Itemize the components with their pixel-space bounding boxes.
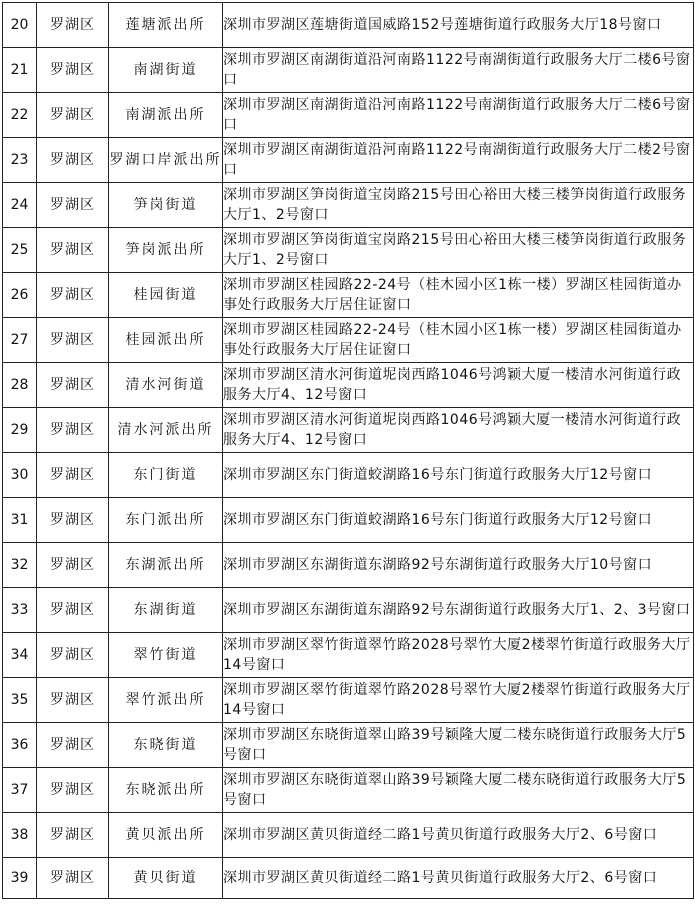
- address-cell: 深圳市罗湖区东门街道蛟湖路16号东门街道行政服务大厅12号窗口: [223, 453, 694, 498]
- district-cell: 罗湖区: [37, 3, 109, 48]
- unit-cell: 东门派出所: [109, 498, 223, 543]
- district-cell: 罗湖区: [37, 498, 109, 543]
- table-body: [3, 3, 694, 899]
- table-row: [3, 813, 694, 858]
- row-number: 27: [3, 318, 37, 363]
- address-cell: 深圳市罗湖区翠竹街道翠竹路2028号翠竹大厦2楼翠竹街道行政服务大厅14号窗口: [223, 633, 694, 678]
- district-cell: 罗湖区: [37, 678, 109, 723]
- row-number: 21: [3, 48, 37, 93]
- address-cell: 深圳市罗湖区桂园路22-24号（桂木园小区1栋一楼）罗湖区桂园街道办事处行政服务大厅居住证窗口: [223, 318, 694, 363]
- address-cell: 深圳市罗湖区笋岗街道宝岗路215号田心裕田大楼三楼笋岗街道行政服务大厅1、2号窗口: [223, 183, 694, 228]
- unit-cell: 清水河街道: [109, 363, 223, 408]
- unit-cell: 东晓街道: [109, 723, 223, 768]
- district-cell: 罗湖区: [37, 543, 109, 588]
- unit-cell: 笋岗派出所: [109, 228, 223, 273]
- district-cell: 罗湖区: [37, 813, 109, 858]
- row-number: 34: [3, 633, 37, 678]
- unit-cell: 南湖街道: [109, 48, 223, 93]
- row-number: 31: [3, 498, 37, 543]
- address-cell: 深圳市罗湖区南湖街道沿河南路1122号南湖街道行政服务大厅二楼2号窗口: [223, 138, 694, 183]
- unit-cell: 黄贝派出所: [109, 813, 223, 858]
- unit-cell: 笋岗街道: [109, 183, 223, 228]
- unit-cell: 东湖街道: [109, 588, 223, 633]
- table-row: [3, 678, 694, 723]
- address-cell: 深圳市罗湖区东门街道蛟湖路16号东门街道行政服务大厅12号窗口: [223, 498, 694, 543]
- table-row: [3, 138, 694, 183]
- district-cell: 罗湖区: [37, 768, 109, 813]
- table-row: [3, 363, 694, 408]
- district-cell: 罗湖区: [37, 588, 109, 633]
- row-number: 25: [3, 228, 37, 273]
- address-cell: 深圳市罗湖区东湖街道东湖路92号东湖街道行政服务大厅10号窗口: [223, 543, 694, 588]
- unit-cell: 东门街道: [109, 453, 223, 498]
- address-cell: 深圳市罗湖区笋岗街道宝岗路215号田心裕田大楼三楼笋岗街道行政服务大厅1、2号窗口: [223, 228, 694, 273]
- unit-cell: 南湖派出所: [109, 93, 223, 138]
- address-cell: 深圳市罗湖区东晓街道翠山路39号颖隆大厦二楼东晓街道行政服务大厅5号窗口: [223, 723, 694, 768]
- row-number: 24: [3, 183, 37, 228]
- table-row: [3, 318, 694, 363]
- address-cell: 深圳市罗湖区清水河街道坭岗西路1046号鸿颖大厦一楼清水河街道行政服务大厅4、12号窗口: [223, 363, 694, 408]
- table-row: [3, 453, 694, 498]
- unit-cell: 翠竹派出所: [109, 678, 223, 723]
- service-window-table: [2, 2, 694, 899]
- table-row: [3, 228, 694, 273]
- address-cell: 深圳市罗湖区翠竹街道翠竹路2028号翠竹大厦2楼翠竹街道行政服务大厅14号窗口: [223, 678, 694, 723]
- district-cell: 罗湖区: [37, 318, 109, 363]
- table-row: [3, 3, 694, 48]
- district-cell: 罗湖区: [37, 228, 109, 273]
- row-number: 23: [3, 138, 37, 183]
- address-cell: 深圳市罗湖区东湖街道东湖路92号东湖街道行政服务大厅1、2、3号窗口: [223, 588, 694, 633]
- unit-cell: 桂园街道: [109, 273, 223, 318]
- district-cell: 罗湖区: [37, 408, 109, 453]
- address-cell: 深圳市罗湖区黄贝街道经二路1号黄贝街道行政服务大厅2、6号窗口: [223, 858, 694, 899]
- unit-cell: 东晓派出所: [109, 768, 223, 813]
- row-number: 36: [3, 723, 37, 768]
- row-number: 39: [3, 858, 37, 899]
- unit-cell: 罗湖口岸派出所: [109, 138, 223, 183]
- table-row: [3, 408, 694, 453]
- table-row: [3, 543, 694, 588]
- district-cell: 罗湖区: [37, 858, 109, 899]
- table-row: [3, 768, 694, 813]
- table-row: [3, 858, 694, 899]
- table-row: [3, 588, 694, 633]
- row-number: 32: [3, 543, 37, 588]
- address-cell: 深圳市罗湖区南湖街道沿河南路1122号南湖街道行政服务大厅二楼6号窗口: [223, 93, 694, 138]
- unit-cell: 莲塘派出所: [109, 3, 223, 48]
- table-row: [3, 183, 694, 228]
- district-cell: 罗湖区: [37, 723, 109, 768]
- row-number: 30: [3, 453, 37, 498]
- district-cell: 罗湖区: [37, 363, 109, 408]
- district-cell: 罗湖区: [37, 633, 109, 678]
- table-row: [3, 498, 694, 543]
- address-cell: 深圳市罗湖区桂园路22-24号（桂木园小区1栋一楼）罗湖区桂园街道办事处行政服务大厅居住证窗口: [223, 273, 694, 318]
- row-number: 37: [3, 768, 37, 813]
- row-number: 20: [3, 3, 37, 48]
- row-number: 33: [3, 588, 37, 633]
- table-row: [3, 633, 694, 678]
- district-cell: 罗湖区: [37, 273, 109, 318]
- district-cell: 罗湖区: [37, 93, 109, 138]
- unit-cell: 翠竹街道: [109, 633, 223, 678]
- unit-cell: 黄贝街道: [109, 858, 223, 899]
- address-cell: 深圳市罗湖区黄贝街道经二路1号黄贝街道行政服务大厅2、6号窗口: [223, 813, 694, 858]
- table-row: [3, 48, 694, 93]
- table-row: [3, 723, 694, 768]
- unit-cell: 桂园派出所: [109, 318, 223, 363]
- row-number: 35: [3, 678, 37, 723]
- table-row: [3, 93, 694, 138]
- table-row: [3, 273, 694, 318]
- unit-cell: 清水河派出所: [109, 408, 223, 453]
- row-number: 26: [3, 273, 37, 318]
- district-cell: 罗湖区: [37, 453, 109, 498]
- row-number: 28: [3, 363, 37, 408]
- district-cell: 罗湖区: [37, 138, 109, 183]
- address-cell: 深圳市罗湖区莲塘街道国威路152号莲塘街道行政服务大厅18号窗口: [223, 3, 694, 48]
- address-cell: 深圳市罗湖区南湖街道沿河南路1122号南湖街道行政服务大厅二楼6号窗口: [223, 48, 694, 93]
- row-number: 29: [3, 408, 37, 453]
- district-cell: 罗湖区: [37, 48, 109, 93]
- row-number: 22: [3, 93, 37, 138]
- address-cell: 深圳市罗湖区清水河街道坭岗西路1046号鸿颖大厦一楼清水河街道行政服务大厅4、12号窗口: [223, 408, 694, 453]
- address-cell: 深圳市罗湖区东晓街道翠山路39号颖隆大厦二楼东晓街道行政服务大厅5号窗口: [223, 768, 694, 813]
- unit-cell: 东湖派出所: [109, 543, 223, 588]
- district-cell: 罗湖区: [37, 183, 109, 228]
- row-number: 38: [3, 813, 37, 858]
